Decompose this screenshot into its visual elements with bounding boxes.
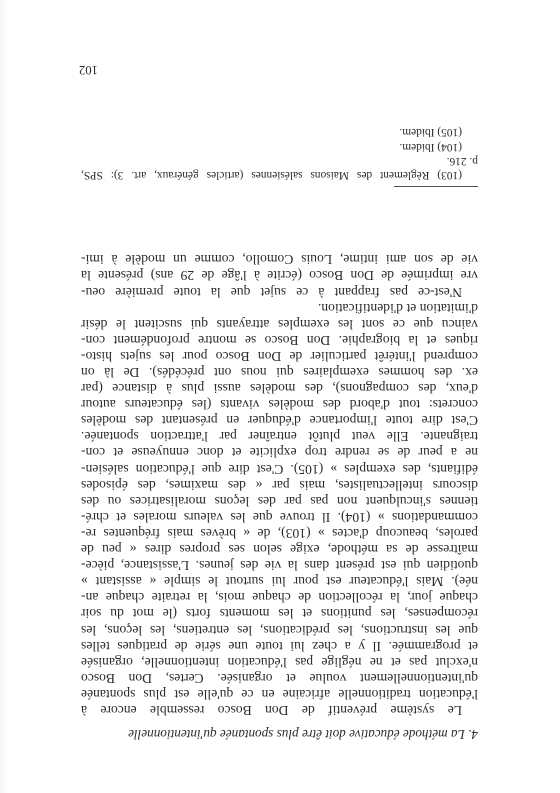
text-line: récompenses, les punitions et les moments forts (le mot du soir bbox=[81, 606, 478, 622]
text-line: ex. des hommes exemplaires qui nous ont précédés). De là on bbox=[81, 365, 478, 381]
text-line: maîtresse de sa méthode, exige selon ses propres dires « peu de bbox=[81, 542, 478, 558]
text-line: et programmée. Il y a chez lui toute une série de pratiques telles bbox=[81, 638, 478, 654]
text-line: d'eux, des compagnons), des modèles aussi plus à distance (par bbox=[81, 381, 478, 397]
body-text bbox=[81, 251, 478, 718]
text-line: commandations » (104). Il trouve que les valeurs morales et chré- bbox=[81, 509, 478, 525]
text-line: d'imitation et d'identification. bbox=[317, 300, 478, 316]
text-line: C'est dire toute l'importance d'éduquer en présentant des modèles bbox=[81, 413, 478, 429]
text-line: tiennes s'inculquent non pas par des leçons moralisatrices ou des bbox=[81, 493, 478, 509]
text-line: Le système préventif de Don Bosco ressemble encore à bbox=[81, 703, 462, 718]
text-line: concrets: tout d'abord des modèles vivants (les éducateurs autour bbox=[81, 397, 478, 413]
text-line: que les instructions, les prédications, les entretiens, les leçons, les bbox=[81, 622, 478, 638]
text-line: vie de son ami intime, Louis Comollo, comme un modèle à imi- bbox=[81, 252, 478, 268]
section-heading: 4. La méthode éducative doit être plus spontanée qu'intentionnelle bbox=[128, 727, 478, 742]
text-line: traignante. Elle veut plutôt entraîner par l'attraction spontanée. bbox=[81, 429, 478, 445]
text-line: riques et la biographie. Don Bosco se montre profondément con- bbox=[81, 332, 478, 348]
text-line: comprend l'intérêt particulier de Don Bosco pour les sujets histo- bbox=[81, 348, 478, 364]
text-line: paroles, beaucoup d'actes » (103), de « brèves mais fréquentes re- bbox=[81, 525, 478, 541]
footnote-line: (104) Ibidem. bbox=[399, 140, 462, 153]
text-line: l'éducation traditionnelle africaine en ce qu'elle est plus spontanée bbox=[81, 686, 478, 702]
text-line: chaque jour, la récollection de chaque mois, la retraite chaque an- bbox=[81, 590, 478, 606]
footnote-line: (103) Règlement des Maisons salésiennes (articles généraux, art. 3): SPS, bbox=[81, 169, 462, 181]
footnote-line: (105) Ibidem. bbox=[399, 126, 462, 139]
text-line: discours intellectualistes, mais par « des maximes, des épisodes bbox=[81, 477, 478, 493]
text-line: vaincu que ce sont les exemples attrayants qui suscitent le désir bbox=[81, 316, 478, 332]
footnotes bbox=[81, 125, 478, 182]
text-line: N'est-ce pas frappant à ce sujet que la toute première oeu- bbox=[81, 284, 462, 300]
text-line: ne a peur de se rendre trop explicite et donc ennuyeuse et con- bbox=[81, 445, 478, 461]
text-line: n'exclut pas et ne néglige pas l'éducation intentionnelle, organisée bbox=[81, 654, 478, 670]
footnote-line: p. 216. bbox=[446, 154, 478, 167]
page-number: 102 bbox=[79, 63, 98, 77]
text-line: qu'intentionnellement voulue et organisée. Certes, Don Bosco bbox=[81, 670, 478, 686]
text-line: vre imprimée de Don Bosco (écrite à l'âge de 29 ans) présente la bbox=[81, 268, 478, 284]
text-line: quotidien qui est présent dans la vie des jeunes. L'assistance, pièce- bbox=[81, 558, 478, 574]
text-line: née). Mais l'éducateur est pour lui surtout le simple « assistant » bbox=[81, 574, 478, 590]
text-line: édifiants, des exemples » (105). C'est dire que l'éducation salésien- bbox=[81, 461, 478, 477]
footnote-separator bbox=[394, 186, 478, 187]
